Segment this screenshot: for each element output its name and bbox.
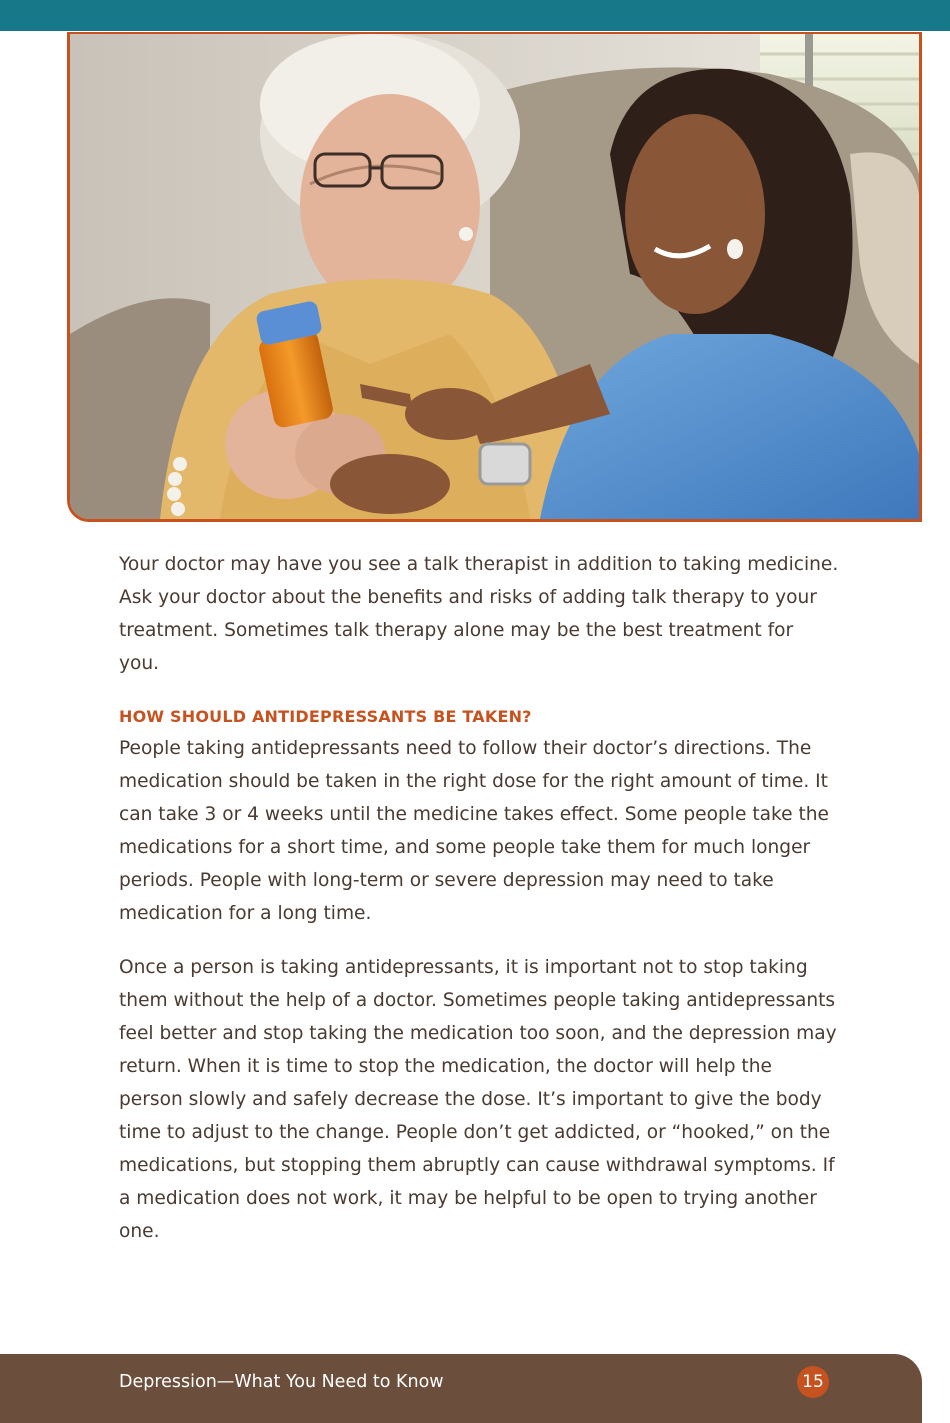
page-number-badge: 15: [797, 1366, 829, 1398]
paragraph-talk-therapy: Your doctor may have you see a talk therapist in addition to taking medicine. Ask your doctor about the benefits and risks of adding talk therapy to your treatment. Sometimes talk therapy alone may be the best treatment for you.: [119, 554, 839, 674]
paragraph-following-directions: People taking antidepressants need to follow their doctor’s directions. The medication should be taken in the right dose for the right amount of time. It can take 3 or 4 weeks until the medicine takes effect. Some people take the medications for a short time, and some people take them for much longer periods. People with long-term or severe depression may need to take medication for a long time.: [119, 738, 829, 924]
paragraph-stopping-medication: Once a person is taking antidepressants, it is important not to stop taking them without the help of a doctor. Sometimes people taking antidepressants feel better and stop taking the medication too soon, and the depression may return. When it is time to stop the medication, the doctor will help the person slowly and safely decrease the dose. It’s important to give the body time to adjust to the change. People don’t get addicted, or “hooked,” on the medications, but stopping them abruptly can cause withdrawal symptoms. If a medication does not work, it may be helpful to be open to trying another one.: [119, 957, 837, 1242]
footer-bar: [0, 1354, 922, 1423]
photo-caregiver-and-patient-with-pill-bottle: [67, 32, 922, 522]
footer-title: Depression—What You Need to Know: [119, 1372, 444, 1392]
header-bar: [0, 0, 950, 31]
section-heading: HOW SHOULD ANTIDEPRESSANTS BE TAKEN?: [119, 707, 532, 726]
